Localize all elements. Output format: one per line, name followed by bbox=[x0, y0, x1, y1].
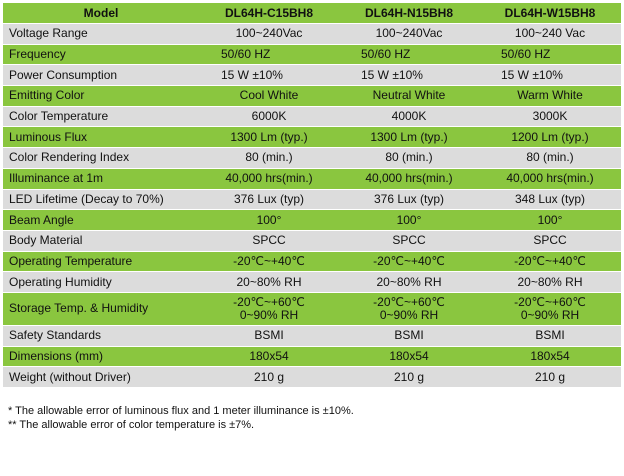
row-label: Color Rendering Index bbox=[3, 148, 199, 169]
row-label: Weight (without Driver) bbox=[3, 367, 199, 388]
cell-value-stack bbox=[479, 292, 621, 325]
table-row bbox=[3, 272, 621, 293]
cell-value: BSMI bbox=[339, 325, 479, 346]
table-row bbox=[3, 44, 621, 65]
cell-value: 4000K bbox=[339, 106, 479, 127]
table-row bbox=[3, 325, 621, 346]
row-label: Luminous Flux bbox=[3, 127, 199, 148]
row-label: Safety Standards bbox=[3, 325, 199, 346]
cell-value: 210 g bbox=[479, 367, 621, 388]
cell-value: 376 Lux (typ) bbox=[199, 189, 339, 210]
row-label: Color Temperature bbox=[3, 106, 199, 127]
table-row bbox=[3, 106, 621, 127]
table-row bbox=[3, 86, 621, 107]
cell-value: 376 Lux (typ) bbox=[339, 189, 479, 210]
cell-value: 100° bbox=[339, 210, 479, 231]
cell-value: 80 (min.) bbox=[479, 148, 621, 169]
cell-value: 50/60 HZ bbox=[479, 44, 621, 65]
cell-value: 180x54 bbox=[199, 346, 339, 367]
row-label: LED Lifetime (Decay to 70%) bbox=[3, 189, 199, 210]
cell-value: 80 (min.) bbox=[199, 148, 339, 169]
footnotes bbox=[8, 404, 354, 432]
cell-value: 3000K bbox=[479, 106, 621, 127]
table-row bbox=[3, 65, 621, 86]
table-row bbox=[3, 127, 621, 148]
table-row bbox=[3, 148, 621, 169]
row-label: Emitting Color bbox=[3, 86, 199, 107]
row-label: Power Consumption bbox=[3, 65, 199, 86]
table-row bbox=[3, 251, 621, 272]
header-model-c15bh8: DL64H-C15BH8 bbox=[199, 3, 339, 24]
cell-value: 6000K bbox=[199, 106, 339, 127]
cell-value: 348 Lux (typ) bbox=[479, 189, 621, 210]
table-row bbox=[3, 346, 621, 367]
header-model: Model bbox=[3, 3, 199, 24]
cell-value: 100° bbox=[199, 210, 339, 231]
table-header-row bbox=[3, 3, 621, 24]
cell-value: SPCC bbox=[199, 230, 339, 251]
cell-value: 1200 Lm (typ.) bbox=[479, 127, 621, 148]
cell-value: 1300 Lm (typ.) bbox=[339, 127, 479, 148]
cell-value: 100~240Vac bbox=[199, 24, 339, 45]
cell-value: SPCC bbox=[339, 230, 479, 251]
cell-value: 0~90% RH bbox=[520, 307, 580, 322]
cell-value-stack bbox=[199, 292, 339, 325]
cell-value: 0~90% RH bbox=[379, 307, 439, 322]
header-model-w15bh8: DL64H-W15BH8 bbox=[479, 3, 621, 24]
cell-value: 50/60 HZ bbox=[339, 44, 479, 65]
cell-value: 15 W ±10% bbox=[339, 65, 479, 86]
cell-value: -20℃~+60℃ bbox=[373, 294, 445, 309]
cell-value: 210 g bbox=[199, 367, 339, 388]
cell-value: 80 (min.) bbox=[339, 148, 479, 169]
row-label: Voltage Range bbox=[3, 24, 199, 45]
cell-value: 180x54 bbox=[339, 346, 479, 367]
row-label: Operating Temperature bbox=[3, 251, 199, 272]
cell-value: Cool White bbox=[199, 86, 339, 107]
row-label: Storage Temp. & Humidity bbox=[3, 292, 199, 325]
cell-value: 0~90% RH bbox=[239, 307, 299, 322]
table-row bbox=[3, 24, 621, 45]
row-label: Frequency bbox=[3, 44, 199, 65]
cell-value: 100~240Vac bbox=[339, 24, 479, 45]
table-row bbox=[3, 168, 621, 189]
cell-value: 1300 Lm (typ.) bbox=[199, 127, 339, 148]
footnote-luminous-flux: * The allowable error of luminous flux and 1 meter illuminance is ±10%. bbox=[8, 405, 354, 417]
cell-value-stack bbox=[339, 292, 479, 325]
table-row bbox=[3, 230, 621, 251]
cell-value: BSMI bbox=[479, 325, 621, 346]
cell-value: SPCC bbox=[479, 230, 621, 251]
row-label: Operating Humidity bbox=[3, 272, 199, 293]
cell-value: 180x54 bbox=[479, 346, 621, 367]
cell-value: Warm White bbox=[479, 86, 621, 107]
cell-value: -20℃~+60℃ bbox=[233, 294, 305, 309]
cell-value: 20~80% RH bbox=[479, 272, 621, 293]
cell-value: 15 W ±10% bbox=[199, 65, 339, 86]
cell-value: -20℃~+40℃ bbox=[199, 251, 339, 272]
cell-value: 40,000 hrs(min.) bbox=[339, 168, 479, 189]
header-model-n15bh8: DL64H-N15BH8 bbox=[339, 3, 479, 24]
cell-value: 210 g bbox=[339, 367, 479, 388]
footnote-color-temperature: ** The allowable error of color temperature is ±7%. bbox=[8, 419, 255, 431]
table-row bbox=[3, 292, 621, 325]
cell-value: 100° bbox=[479, 210, 621, 231]
cell-value: -20℃~+40℃ bbox=[479, 251, 621, 272]
row-label: Beam Angle bbox=[3, 210, 199, 231]
cell-value: 100~240 Vac bbox=[479, 24, 621, 45]
table-row bbox=[3, 210, 621, 231]
cell-value: -20℃~+40℃ bbox=[339, 251, 479, 272]
cell-value: Neutral White bbox=[339, 86, 479, 107]
spec-table bbox=[3, 3, 621, 388]
cell-value: 20~80% RH bbox=[339, 272, 479, 293]
cell-value: 20~80% RH bbox=[199, 272, 339, 293]
table-row bbox=[3, 189, 621, 210]
row-label: Illuminance at 1m bbox=[3, 168, 199, 189]
row-label: Body Material bbox=[3, 230, 199, 251]
cell-value: 40,000 hrs(min.) bbox=[479, 168, 621, 189]
cell-value: 15 W ±10% bbox=[479, 65, 621, 86]
cell-value: 50/60 HZ bbox=[199, 44, 339, 65]
cell-value: BSMI bbox=[199, 325, 339, 346]
table-row bbox=[3, 367, 621, 388]
cell-value: 40,000 hrs(min.) bbox=[199, 168, 339, 189]
cell-value: -20℃~+60℃ bbox=[514, 294, 586, 309]
row-label: Dimensions (mm) bbox=[3, 346, 199, 367]
